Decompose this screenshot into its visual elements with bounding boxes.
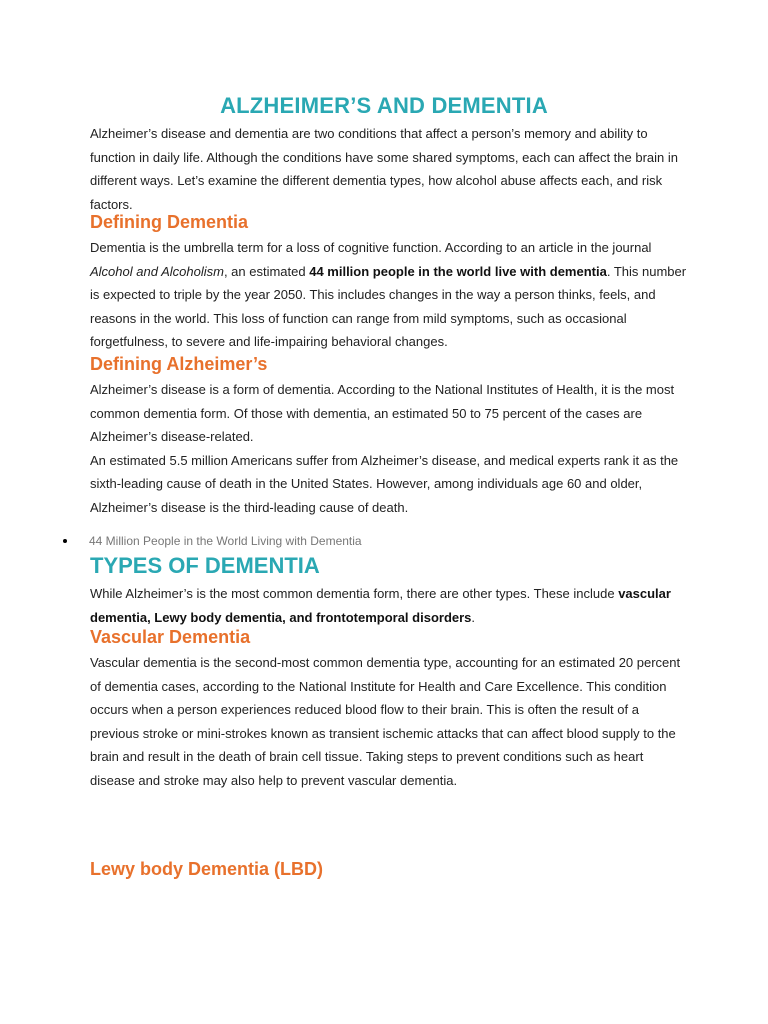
dd-text-start: Dementia is the umbrella term for a loss of cognitive function. According to an article in the journal xyxy=(90,240,652,255)
types-text-end: . xyxy=(471,609,476,625)
dd-bold-stat: 44 million people in the world live with dementia xyxy=(309,263,607,279)
types-text-start: While Alzheimer’s is the most common dementia form, there are other types. These include xyxy=(90,586,619,601)
defining-alzheimers-paragraph-2: An estimated 5.5 million Americans suffer from Alzheimer’s disease, and medical experts rank it as the sixth-leading cause of death in the United States. However, among individuals age 60 and older, Alzheimer’s disease is the third-leading cause of death. xyxy=(90,452,679,515)
intro-paragraph: Alzheimer’s disease and dementia are two conditions that affect a person’s memory and ability to function in daily life. Although the conditions have some shared symptoms, each can affect the brain in different ways. Let’s examine the different dementia types, how alcohol abuse affects each, and risk factors. xyxy=(90,126,678,212)
lewy-section xyxy=(90,859,690,880)
image-caption-bullet xyxy=(63,534,362,548)
vascular-paragraph: Vascular dementia is the second-most common dementia type, accounting for an estimated 20 percent of dementia cases, according to the National Institute for Health and Care Excellence. This condition occurs when a person experiences reduced blood flow to their brain. This is often the result of a previous stroke or mini-strokes known as transient ischemic attacks that can affect blood supply to the brain and result in the death of brain cell tissue. Taking steps to prevent conditions such as heart disease and stroke may also help to prevent vascular dementia. xyxy=(90,655,681,788)
journal-title: Alcohol and Alcoholism xyxy=(90,263,224,279)
defining-dementia-section xyxy=(90,212,690,354)
types-paragraph xyxy=(90,582,690,629)
defining-alzheimers-section xyxy=(90,354,690,519)
defining-dementia-paragraph xyxy=(90,236,690,354)
page-title: ALZHEIMER’S AND DEMENTIA xyxy=(220,93,548,118)
vascular-section xyxy=(90,627,690,792)
defining-alzheimers-heading: Defining Alzheimer’s xyxy=(90,354,268,374)
defining-dementia-heading: Defining Dementia xyxy=(90,212,249,232)
defining-alzheimers-paragraph-1: Alzheimer’s disease is a form of dementia. According to the National Institutes of Health, it is the most common dementia form. Of those with dementia, an estimated 50 to 75 percent of the cases are Alzheimer’s disease-related. xyxy=(90,382,675,444)
intro-section xyxy=(90,122,690,216)
dd-text-end: . This number is expected to triple by the year 2050. This includes changes in the way a person thinks, feels, and reasons in the world. This loss of function can range from mild symptoms, such as occasional forgetfulness, to severe and life-impairing behavioral changes. xyxy=(90,263,687,349)
image-caption: 44 Million People in the World Living with Dementia xyxy=(89,534,362,548)
lewy-heading: Lewy body Dementia (LBD) xyxy=(90,859,324,879)
bullet-dot-icon xyxy=(63,539,67,543)
dd-text-mid: , an estimated xyxy=(223,263,310,279)
types-section xyxy=(90,553,690,629)
types-heading: TYPES OF DEMENTIA xyxy=(90,553,320,578)
types-bold-list: vascular dementia, Lewy body dementia, and frontotemporal disorders xyxy=(90,586,671,625)
vascular-heading: Vascular Dementia xyxy=(90,627,251,647)
